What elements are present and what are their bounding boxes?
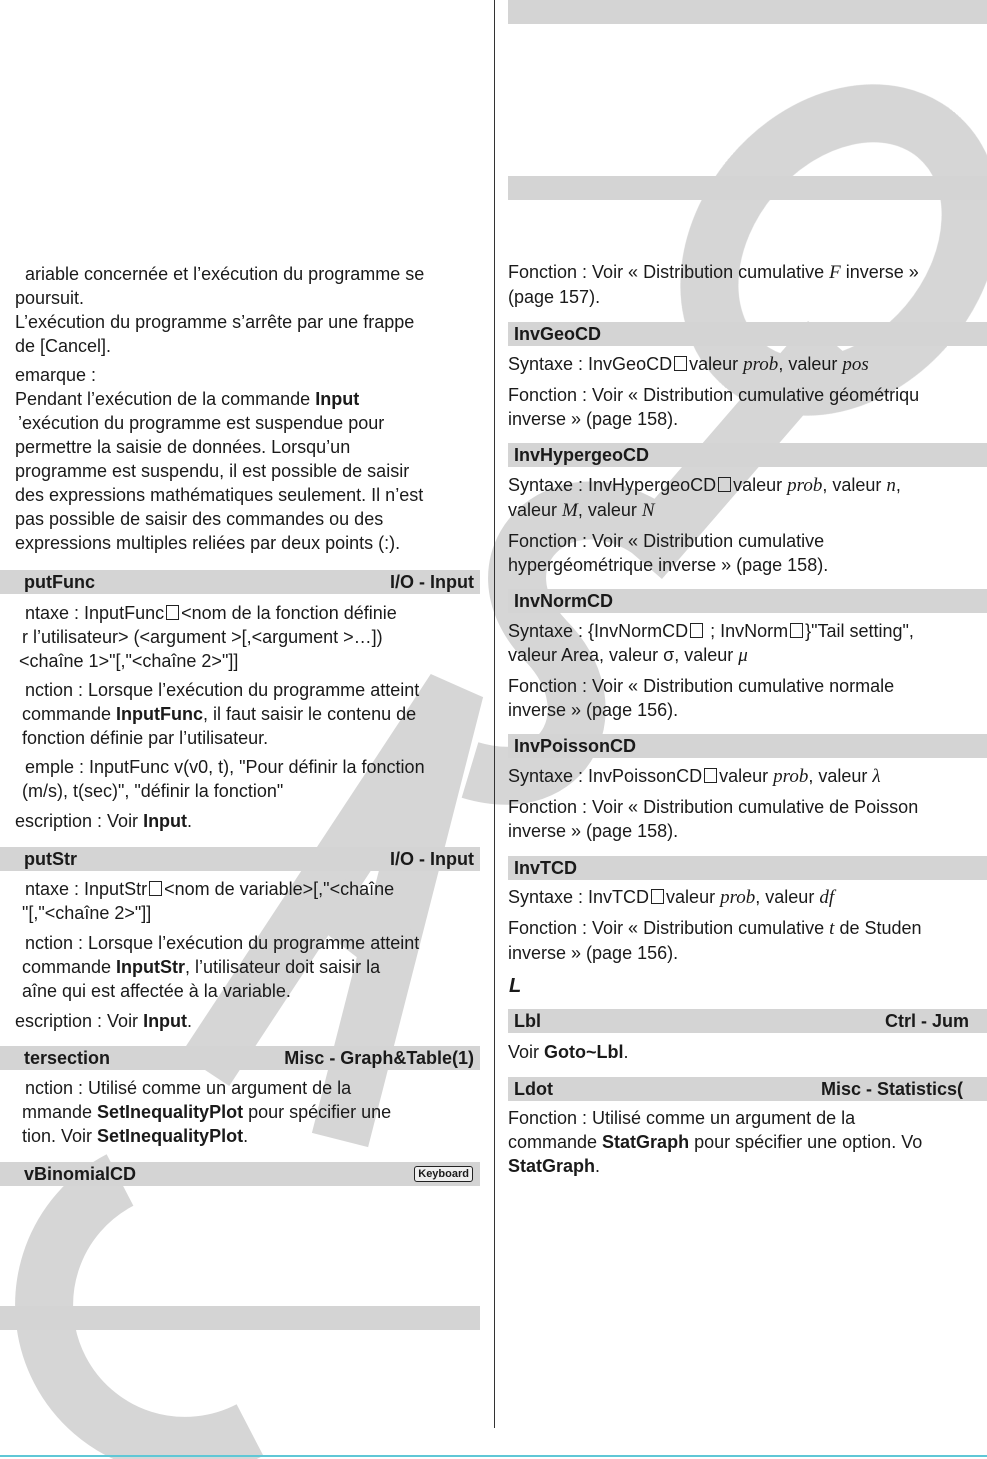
entry-header-invbinomialcd xyxy=(0,1162,480,1186)
lbl-body xyxy=(508,1040,629,1064)
entry-title: Lbl xyxy=(514,1011,541,1031)
intersection-body xyxy=(22,1076,391,1148)
entry-title: putFunc xyxy=(24,572,95,592)
entry-header-blank xyxy=(0,1306,480,1330)
space-box-icon xyxy=(651,889,664,904)
text-line: L’exécution du programme s’arrête par une frappe xyxy=(15,312,415,332)
invhypergeocd-body xyxy=(508,473,901,577)
function-line: Fonction : Voir « Distribution cumulative xyxy=(508,531,825,551)
invnormcd-body xyxy=(508,619,914,722)
function-line: aîne qui est affectée à la variable. xyxy=(22,981,291,1001)
function-line: tion. Voir SetInequalityPlot. xyxy=(22,1126,249,1146)
column-divider xyxy=(494,0,495,1428)
entry-header-invgeocd xyxy=(508,322,987,346)
entry-title: putStr xyxy=(24,849,77,869)
function-line: (page 157). xyxy=(508,287,601,307)
function-line: inverse » (page 156). xyxy=(508,700,679,720)
entry-category: Misc - Statistics( xyxy=(820,1079,963,1099)
space-box-icon xyxy=(166,605,179,620)
ldot-body xyxy=(508,1106,922,1178)
entry-category: I/O - Input xyxy=(390,849,474,869)
function-line: fonction définie par l’utilisateur. xyxy=(22,728,269,748)
syntax-line: Syntaxe : InvHypergeoCD valeur prob, valeur n, xyxy=(508,475,901,496)
remark-line: expressions multiples reliées par deux points (:). xyxy=(15,533,401,553)
entry-category: Misc - Graph&Table(1) xyxy=(284,1048,474,1068)
function-line: nction : Lorsque l’exécution du programme atteint xyxy=(25,933,420,953)
remark-line: programme est suspendu, il est possible de saisir xyxy=(15,461,410,481)
text-line: de [Cancel]. xyxy=(15,336,112,356)
function-line: nction : Lorsque l’exécution du programme atteint xyxy=(25,680,420,700)
entry-title: vBinomialCD xyxy=(24,1164,137,1184)
function-line: StatGraph. xyxy=(508,1156,601,1176)
function-line: commande StatGraph pour spécifier une option. Vo xyxy=(508,1132,923,1152)
function-line: commande InputFunc, il faut saisir le contenu de xyxy=(22,704,417,724)
space-box-icon xyxy=(704,768,717,783)
syntax-line: valeur Area, valeur σ, valeur μ xyxy=(508,645,748,666)
function-line: Fonction : Voir « Distribution cumulative géométriqu xyxy=(508,385,920,405)
remark-title: emarque : xyxy=(15,365,97,385)
text-line: poursuit. xyxy=(15,288,85,308)
section-letter-heading: L xyxy=(509,975,522,997)
function-line: inverse » (page 158). xyxy=(508,821,679,841)
entry-header-invpoissoncd xyxy=(508,734,987,758)
example-line: (m/s), t(sec)", "définir la fonction" xyxy=(22,781,284,801)
description-line: escription : Voir Input. xyxy=(15,1011,193,1031)
space-box-icon xyxy=(790,623,803,638)
entry-header-inputfunc xyxy=(0,570,480,594)
example-line: emple : InputFunc v(v0, t), "Pour définir la fonction xyxy=(25,757,425,777)
entry-category: Ctrl - Jum xyxy=(884,1011,969,1031)
function-line: inverse » (page 158). xyxy=(508,409,679,429)
entry-header-ldot xyxy=(508,1077,987,1101)
syntax-line: Syntaxe : {InvNormCD ; InvNorm }"Tail setting", xyxy=(508,621,914,641)
text-line: ariable concernée et l’exécution du programme se xyxy=(25,264,425,284)
entry-title: InvPoissonCD xyxy=(514,736,637,756)
syntax-line: ntaxe : InputStr <nom de variable>[,"<chaîne xyxy=(25,879,395,899)
entry-title: Ldot xyxy=(514,1079,553,1099)
entry-title: InvTCD xyxy=(514,858,577,878)
remark-line: permettre la saisie de données. Lorsqu’un xyxy=(15,437,351,457)
space-box-icon xyxy=(674,356,687,371)
page-bottom-rule xyxy=(0,1455,987,1457)
remark-line: des expressions mathématiques seulement. Il n’est xyxy=(15,485,424,505)
syntax-line: Syntaxe : InvPoissonCD valeur prob, valeur λ xyxy=(508,766,881,787)
entry-title: InvNormCD xyxy=(514,591,614,611)
function-line: Fonction : Voir « Distribution cumulative normale xyxy=(508,676,895,696)
entry-header-invhypergeocd xyxy=(508,443,987,467)
function-line: commande InputStr, l’utilisateur doit saisir la xyxy=(22,957,381,977)
entry-header-invtcd xyxy=(508,856,987,880)
entry-title: InvHypergeoCD xyxy=(514,445,650,465)
function-line: mmande SetInequalityPlot pour spécifier une xyxy=(22,1102,392,1122)
remark-line: Pendant l’exécution de la commande Input xyxy=(15,389,360,409)
description-line: escription : Voir Input. xyxy=(15,811,193,831)
invtcd-body xyxy=(508,885,922,965)
syntax-line: Syntaxe : InvTCD valeur prob, valeur df xyxy=(508,887,835,908)
syntax-line: valeur M, valeur N xyxy=(508,500,655,521)
function-line: nction : Utilisé comme un argument de la xyxy=(25,1078,352,1098)
function-line: hypergéométrique inverse » (page 158). xyxy=(508,555,829,575)
invfcd-body xyxy=(508,260,919,309)
keyboard-key-icon: Keyboard xyxy=(414,1166,473,1182)
syntax-line: r l’utilisateur> (<argument >[,<argument >…]) xyxy=(22,627,383,647)
entry-header-blank xyxy=(508,176,987,200)
entry-category: I/O - Input xyxy=(390,572,474,592)
function-line: Fonction : Voir « Distribution cumulative de Poisson xyxy=(508,797,919,817)
function-line: Fonction : Utilisé comme un argument de la xyxy=(508,1108,856,1128)
entry-header-invnormcd xyxy=(508,589,987,613)
syntax-line: <chaîne 1>"[,"<chaîne 2>"]] xyxy=(19,651,239,671)
function-line: Fonction : Voir « Distribution cumulative F inverse » xyxy=(508,262,919,283)
remark-line: ’exécution du programme est suspendue pour xyxy=(18,413,385,433)
see-also-line: Voir Goto~Lbl. xyxy=(508,1042,629,1062)
entry-header-lbl xyxy=(508,1009,987,1033)
inputfunc-body xyxy=(15,601,425,833)
function-line: Fonction : Voir « Distribution cumulative t de Studen xyxy=(508,918,922,939)
entry-header-inputstr xyxy=(0,847,480,871)
invpoissoncd-body xyxy=(508,764,918,843)
entry-title: tersection xyxy=(24,1048,111,1068)
entry-title: InvGeoCD xyxy=(514,324,602,344)
entry-header-blank xyxy=(508,0,987,24)
inputstr-body xyxy=(15,877,420,1033)
space-box-icon xyxy=(149,881,162,896)
syntax-line: ntaxe : InputFunc <nom de la fonction définie xyxy=(25,603,397,623)
space-box-icon xyxy=(690,623,703,638)
space-box-icon xyxy=(718,477,731,492)
input-continuation xyxy=(15,262,424,555)
entry-header-intersection xyxy=(0,1046,480,1070)
syntax-line: "[,"<chaîne 2>"]] xyxy=(22,903,152,923)
remark-line: pas possible de saisir des commandes ou des xyxy=(15,509,384,529)
invgeocd-body xyxy=(508,352,919,431)
syntax-line: Syntaxe : InvGeoCD valeur prob, valeur pos xyxy=(508,354,869,375)
function-line: inverse » (page 156). xyxy=(508,943,679,963)
